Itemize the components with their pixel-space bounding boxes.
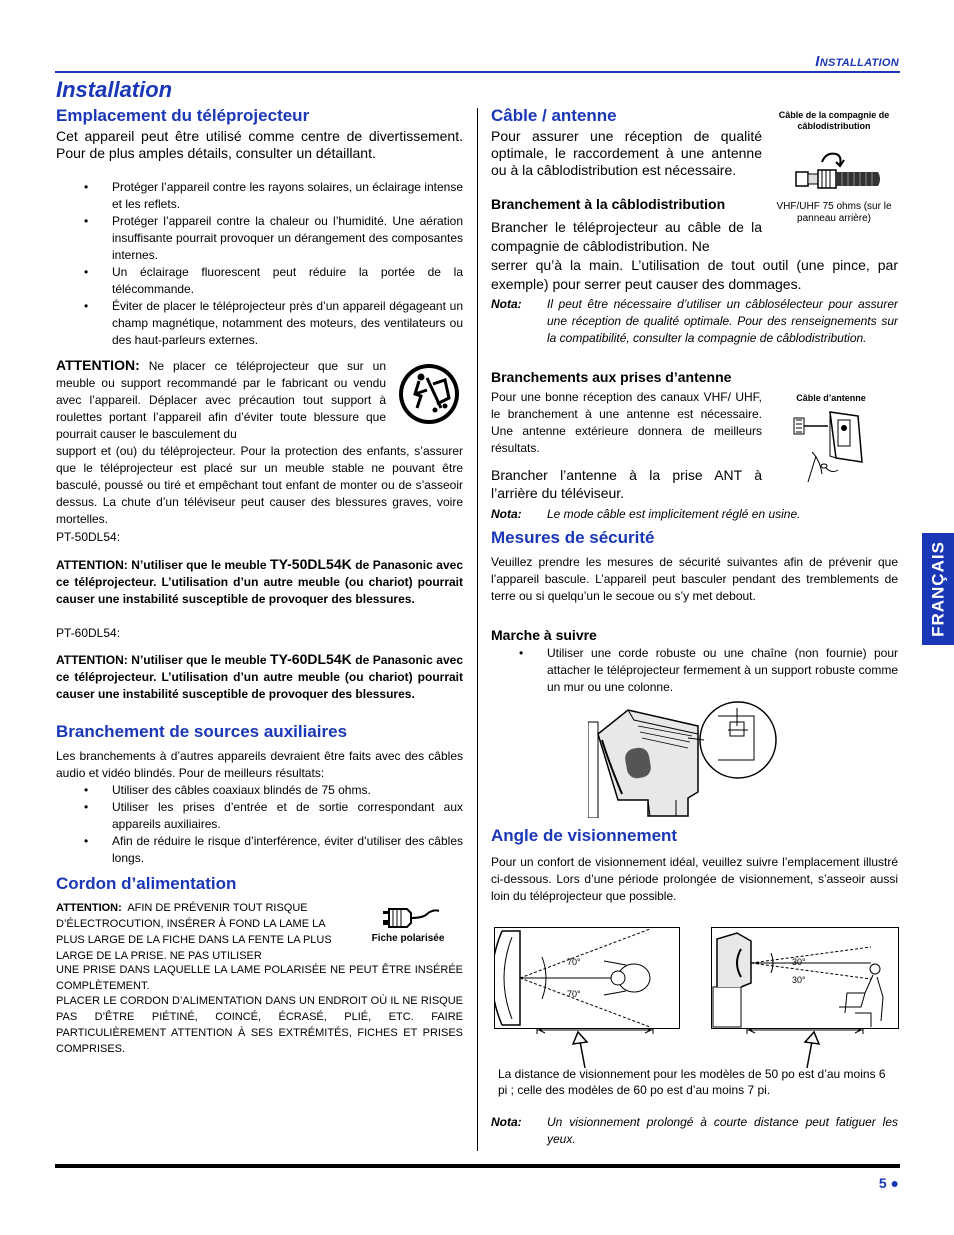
attention-text: Ne placer ce téléprojecteur que sur un meuble ou support recommandé par le fabricant ou vendu avec l’appareil. Déplacer avec précaution tout support à roulettes portant l’appareil afin d’éviter toute blessure que pourrait causer le basculement du xyxy=(56,359,386,441)
nota-label: Nota: xyxy=(491,507,522,521)
heading-emplacement: Emplacement du téléprojecteur xyxy=(56,106,310,125)
sub-marche: Marche à suivre xyxy=(491,627,597,643)
list-item: • Utiliser une corde robuste ou une chaîne (non fournie) pour attacher le téléprojecteur fermement à un support robuste comme un mur ou une colonne. xyxy=(491,645,898,696)
list-item: • Afin de réduire le risque d’interférence, éviter d’utiliser des câbles longs. xyxy=(56,833,463,867)
auxiliaires-intro: Les branchements à d’autres appareils devraient être faits avec des câbles audio et vidéo blindés. Pour de meilleurs résultats: xyxy=(56,749,463,780)
nota-text: Il peut être nécessaire d’utiliser un câblosélecteur pour assurer une réception de qualité optimale. Pour des renseignements sur la compatibilité, consulter la compagnie de câblodistribution. xyxy=(547,297,898,345)
list-item: • Un éclairage fluorescent peut réduire la portée de la télécommande. xyxy=(56,264,463,298)
heading-auxiliaires: Branchement de sources auxiliaires xyxy=(56,722,348,741)
angle-label-v2: 30° xyxy=(792,975,806,985)
angle-label-v1: 30° xyxy=(792,957,806,967)
cordon-text-b: UNE PRISE DANS LAQUELLE LA LAME POLARISÉE NE PEUT ÊTRE INSÉRÉE COMPLÈTEMENT. xyxy=(56,964,463,992)
cordon-text-a xyxy=(56,900,348,964)
attention-block-1 xyxy=(56,357,386,443)
cable-intro: Pour assurer une réception de qualité optimale, le raccordement à une antenne ou à la câblodistribution est nécessaire. xyxy=(491,128,762,178)
attention-label: ATTENTION: xyxy=(56,902,122,914)
list-item: • Protéger l’appareil contre la chaleur ou l’humidité. Une aération insuffisante pourrait provoquer un dérangement des composantes internes. xyxy=(56,213,463,264)
auxiliaires-bullets xyxy=(56,782,463,867)
bullet-icon: ● xyxy=(890,1175,899,1191)
page-number-value: 5 xyxy=(878,1175,887,1191)
page-number xyxy=(879,1175,899,1192)
plug-caption: Fiche polarisée xyxy=(371,933,445,944)
model-number: TY-60DL54K xyxy=(270,651,352,667)
column-divider xyxy=(477,108,478,1151)
antenna-caption: Câble d’antenne xyxy=(796,393,866,403)
heading-angle: Angle de visionnement xyxy=(491,826,678,845)
model-number: TY-50DL54K xyxy=(270,556,352,572)
nota-text: Le mode câble est implicitement réglé en usine. xyxy=(547,507,801,521)
cordon-warning: AFIN DE PRÉVENIR TOUT RISQUE D’ÉLECTROCUTION, INSÉRER À FOND LA LAME LA PLUS LARGE DE LA FICHE DANS LA FENTE LA PLUS LARGE DE LA PRISE. NE PAS UTILISER xyxy=(56,902,332,962)
model-label-50: PT-50DL54: xyxy=(56,530,121,544)
sub-cablodistribution: Branchement à la câblodistribution xyxy=(491,196,726,212)
warning-text: de Panasonic avec ce téléprojecteur. L’utilisation d’un autre meuble (ou chariot) pourrait causer une instabilité susceptible de provoquer des blessures. xyxy=(56,653,463,701)
running-header: INSTALLATION xyxy=(815,53,899,70)
model-label-60: PT-60DL54: xyxy=(56,626,121,640)
horizontal-viewing-angle-diagram xyxy=(494,927,680,1029)
attention-text-cont: support et (ou) du téléprojecteur. Pour la protection des enfants, s’assurer que le téléprojecteur est placé sur un meuble stable ne pouvant être basculé, poussé ou tiré et empêchant tout enfant de monter ou de s’asseoir dessus. La chute d’un téléviseur peut causer des blessures graves, voire mortelles. xyxy=(56,444,463,526)
list-item: • Utiliser les prises d’entrée et de sortie correspondant aux appareils auxiliaires. xyxy=(56,799,463,833)
polarized-plug-icon xyxy=(381,905,441,931)
page-title: Installation xyxy=(56,77,173,102)
securite-bullets xyxy=(491,645,898,696)
distance-note: La distance de visionnement pour les modèles de 50 po est d’au moins 6 pi ; celle des modèles de 60 po est d’au moins 7 pi. xyxy=(498,1067,886,1097)
list-item: • Utiliser des câbles coaxiaux blindés de 75 ohms. xyxy=(56,782,463,799)
nota-text: Un visionnement prolongé à courte distance peut fatiguer les yeux. xyxy=(547,1115,898,1146)
nota-label: Nota: xyxy=(491,297,522,311)
cablodistribution-text-cont: serrer qu’à la main. L’utilisation de tout outil (une pince, par exemple) pour serrer peut causer des dommages. xyxy=(491,257,898,292)
cart-warning-icon xyxy=(397,362,461,426)
header-rule xyxy=(55,71,900,73)
emplacement-intro: Cet appareil peut être utilisé comme centre de divertissement. Pour de plus amples détails, consulter un détaillant. xyxy=(56,128,463,161)
tip-prevention-illustration xyxy=(588,700,786,818)
cable-fig-caption-top: Câble de la compagnie de câblodistribution xyxy=(778,110,890,131)
warning-text: de Panasonic avec ce téléprojecteur. L’utilisation d’un autre meuble (ou chariot) pourrait causer une instabilité susceptible de provoquer des blessures. xyxy=(56,558,463,606)
language-tab-label: FRANÇAIS xyxy=(928,541,948,637)
attention-label: ATTENTION: xyxy=(56,357,140,373)
footer-rule xyxy=(55,1164,900,1168)
nota-label: Nota: xyxy=(491,1115,522,1129)
angle-label-h1: 70° xyxy=(567,957,581,967)
warning-50 xyxy=(56,556,463,608)
angle-label-h2: 70° xyxy=(567,989,581,999)
nota-antenne xyxy=(491,507,898,522)
sub-antenne: Branchements aux prises d’antenne xyxy=(491,369,732,385)
emplacement-bullets xyxy=(56,179,463,349)
antenne-text-2: Brancher l’antenne à la prise ANT à l’arrière du téléviseur. xyxy=(491,467,762,501)
warning-60 xyxy=(56,651,463,703)
coax-connector-icon xyxy=(792,148,882,194)
language-tab xyxy=(922,533,954,645)
nota-cable xyxy=(491,296,898,347)
heading-securite: Mesures de sécurité xyxy=(491,528,655,547)
warning-text: ATTENTION: N’utiliser que le meuble xyxy=(56,653,271,667)
warning-text: ATTENTION: N’utiliser que le meuble xyxy=(56,558,271,572)
cablodistribution-text: Brancher le téléprojecteur au câble de la compagnie de câblodistribution. Ne xyxy=(491,219,762,254)
heading-cable: Câble / antenne xyxy=(491,106,617,125)
antenna-jack-icon xyxy=(792,408,866,488)
antenne-text: Pour une bonne réception des canaux VHF/ UHF, le branchement à une antenne est nécessaire. Une antenne extérieure donnera de meilleurs résultats. xyxy=(491,390,762,455)
nota-angle xyxy=(491,1114,898,1148)
heading-cordon: Cordon d’alimentation xyxy=(56,874,237,893)
securite-intro: Veuillez prendre les mesures de sécurité suivantes afin de prévenir que l’appareil bascule. L’appareil peut basculer pendant des tremblements de terre ou si quelqu’un le secoue ou s’y met debout. xyxy=(491,555,898,603)
cordon-text-c: PLACER LE CORDON D’ALIMENTATION DANS UN ENDROIT OÙ IL NE RISQUE PAS D’ÊTRE PIÉTINÉ, COINCÉ, ÉCRASÉ, PLIÉ, ETC. FAIRE PARTICULIÈREMENT ATTENTION À SES EXTRÉMITÉS, FICHES ET PRISES COMPRISES. xyxy=(56,995,463,1055)
cable-fig-caption-bottom: VHF/UHF 75 ohms (sur le panneau arrière) xyxy=(776,201,892,224)
list-item: • Protéger l’appareil contre les rayons solaires, un éclairage intense et les reflets. xyxy=(56,179,463,213)
list-item: • Éviter de placer le téléprojecteur près d’un appareil dégageant un champ magnétique, notamment des moteurs, des ventilateurs ou des haut-parleurs externes. xyxy=(56,298,463,349)
angle-intro: Pour un confort de visionnement idéal, veuillez suivre l’emplacement illustré ci-dessous. Lors d’une période prolongée de visionnement, s’asseoir aussi loin du téléprojecteur que possible. xyxy=(491,855,898,903)
